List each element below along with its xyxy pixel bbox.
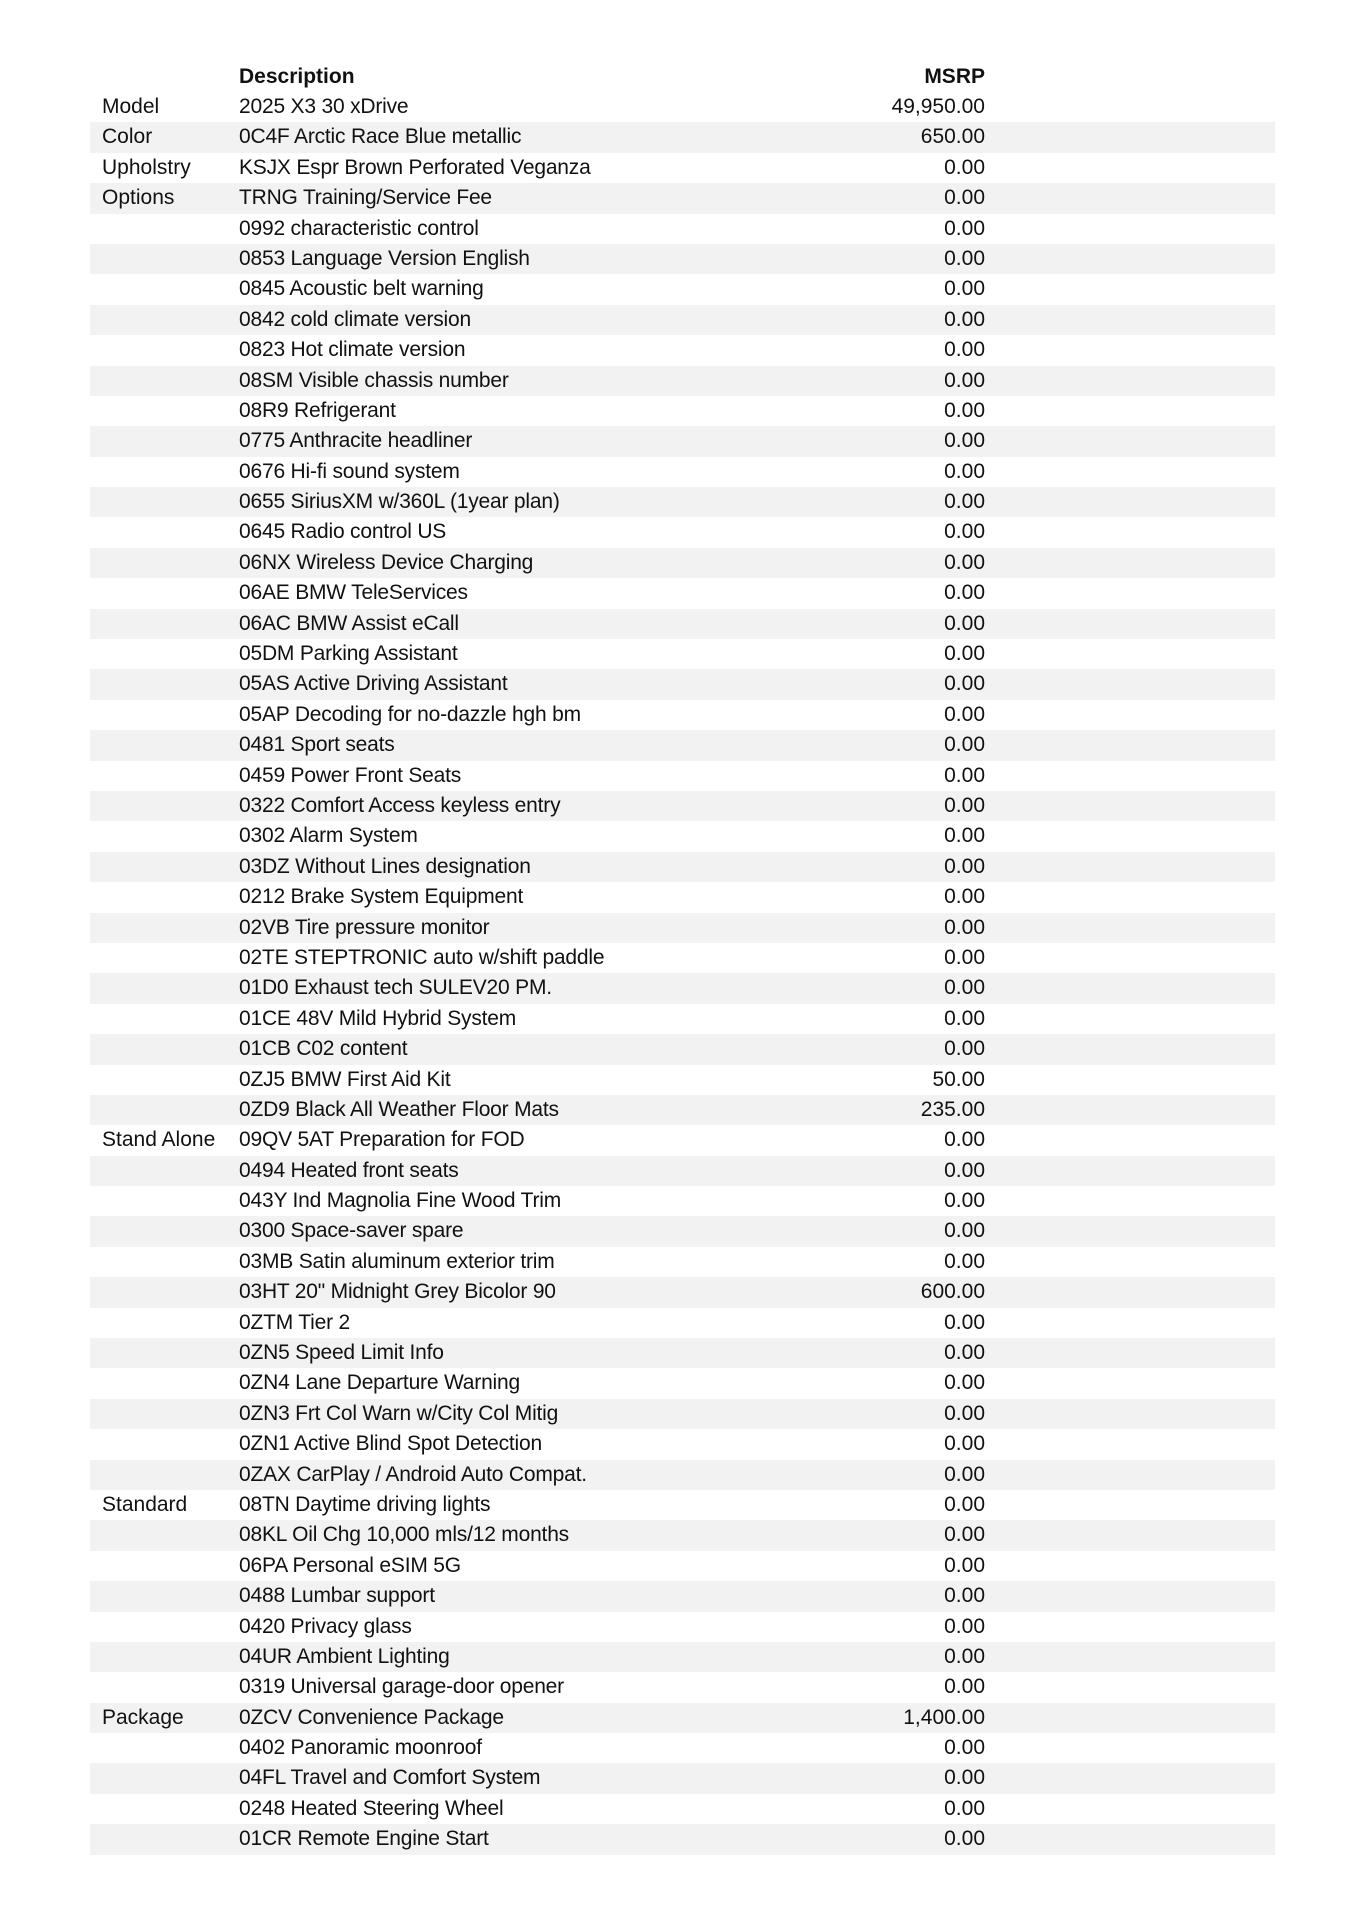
- row-description: 0488 Lumbar support: [239, 1584, 435, 1608]
- row-description: 0322 Comfort Access keyless entry: [239, 793, 561, 817]
- table-row: [90, 1065, 1275, 1095]
- row-description: 01CB C02 content: [239, 1037, 408, 1061]
- row-description: 043Y Ind Magnolia Fine Wood Trim: [239, 1189, 562, 1213]
- price-sheet: [90, 62, 1275, 1855]
- row-msrp: 0.00: [944, 611, 985, 635]
- table-row: [90, 1763, 1275, 1793]
- row-description: 0248 Heated Steering Wheel: [239, 1796, 504, 1820]
- table-row: [90, 1581, 1275, 1611]
- row-description: 0494 Heated front seats: [239, 1158, 459, 1182]
- table-row: [90, 943, 1275, 973]
- row-msrp: 0.00: [944, 520, 985, 544]
- row-category: Model: [102, 95, 160, 118]
- row-msrp: 0.00: [944, 429, 985, 453]
- row-category: Upholstry: [102, 155, 191, 179]
- row-msrp: 0.00: [944, 550, 985, 574]
- table-row: [90, 1186, 1275, 1216]
- row-msrp: 0.00: [944, 1310, 985, 1334]
- row-msrp: 0.00: [944, 976, 985, 1000]
- row-description: 0842 cold climate version: [239, 307, 471, 331]
- row-msrp: 0.00: [944, 1462, 985, 1486]
- row-msrp: 0.00: [944, 459, 985, 483]
- row-category: Stand Alone: [102, 1128, 216, 1152]
- row-msrp: 0.00: [944, 186, 985, 210]
- row-msrp: 0.00: [944, 885, 985, 909]
- row-description: 01CR Remote Engine Start: [239, 1827, 489, 1851]
- table-row: [90, 639, 1275, 669]
- row-description: 0ZCV Convenience Package: [239, 1705, 504, 1729]
- table-row: [90, 183, 1275, 213]
- row-description: 03DZ Without Lines designation: [239, 854, 531, 878]
- row-description: 08SM Visible chassis number: [239, 368, 509, 392]
- table-row: [90, 214, 1275, 244]
- table-row: [90, 1612, 1275, 1642]
- row-description: 01D0 Exhaust tech SULEV20 PM.: [239, 976, 552, 1000]
- row-msrp: 0.00: [944, 1341, 985, 1365]
- row-description: 0459 Power Front Seats: [239, 763, 462, 787]
- table-row: [90, 1156, 1275, 1186]
- row-description: 03HT 20" Midnight Grey Bicolor 90: [239, 1280, 556, 1304]
- table-row: [90, 1460, 1275, 1490]
- table-row: [90, 761, 1275, 791]
- row-msrp: 0.00: [944, 338, 985, 362]
- row-description: 0676 Hi-fi sound system: [239, 459, 460, 483]
- table-row: [90, 335, 1275, 365]
- row-description: 09QV 5AT Preparation for FOD: [239, 1128, 525, 1152]
- table-row: [90, 1125, 1275, 1155]
- row-msrp: 0.00: [944, 1006, 985, 1030]
- row-description: 0655 SiriusXM w/360L (1year plan): [239, 490, 560, 514]
- row-msrp: 0.00: [944, 915, 985, 939]
- row-description: 0ZD9 Black All Weather Floor Mats: [239, 1097, 559, 1121]
- row-msrp: 600.00: [920, 1280, 985, 1304]
- table-row: [90, 1824, 1275, 1854]
- row-msrp: 0.00: [944, 1614, 985, 1638]
- table-row: [90, 821, 1275, 851]
- row-msrp: 0.00: [944, 1249, 985, 1273]
- row-description: 08KL Oil Chg 10,000 mls/12 months: [239, 1523, 569, 1547]
- table-row: [90, 852, 1275, 882]
- row-msrp: 0.00: [944, 824, 985, 848]
- msrp-column-header: MSRP: [924, 65, 985, 88]
- row-description: 05AP Decoding for no-dazzle hgh bm: [239, 702, 581, 726]
- row-description: 0ZTM Tier 2: [239, 1310, 350, 1334]
- row-description: 08R9 Refrigerant: [239, 398, 396, 422]
- row-msrp: 0.00: [944, 1584, 985, 1608]
- row-description: 06PA Personal eSIM 5G: [239, 1553, 461, 1577]
- row-msrp: 0.00: [944, 1553, 985, 1577]
- table-row: [90, 244, 1275, 274]
- row-msrp: 0.00: [944, 1523, 985, 1547]
- table-row: [90, 517, 1275, 547]
- table-row: [90, 122, 1275, 152]
- row-description: 0823 Hot climate version: [239, 338, 466, 362]
- table-row: [90, 426, 1275, 456]
- table-row: [90, 1368, 1275, 1398]
- row-description: 06AE BMW TeleServices: [239, 581, 468, 605]
- table-row: [90, 1095, 1275, 1125]
- table-row: [90, 1490, 1275, 1520]
- row-msrp: 0.00: [944, 490, 985, 514]
- row-description: 04UR Ambient Lighting: [239, 1644, 450, 1668]
- description-column-header: Description: [239, 65, 355, 88]
- table-row: [90, 153, 1275, 183]
- row-msrp: 1,400.00: [903, 1705, 985, 1729]
- row-category: Package: [102, 1705, 184, 1729]
- row-msrp: 0.00: [944, 368, 985, 392]
- row-description: 0ZN5 Speed Limit Info: [239, 1341, 444, 1365]
- row-msrp: 0.00: [944, 1736, 985, 1760]
- row-msrp: 0.00: [944, 1158, 985, 1182]
- table-row: [90, 791, 1275, 821]
- row-msrp: 235.00: [920, 1097, 985, 1121]
- table-row: [90, 578, 1275, 608]
- row-description: 0853 Language Version English: [239, 246, 530, 270]
- table-row: [90, 1429, 1275, 1459]
- row-msrp: 0.00: [944, 277, 985, 301]
- table-body: [90, 92, 1275, 1855]
- table-row: [90, 973, 1275, 1003]
- row-msrp: 0.00: [944, 854, 985, 878]
- row-msrp: 0.00: [944, 1371, 985, 1395]
- row-msrp: 0.00: [944, 672, 985, 696]
- table-row: [90, 913, 1275, 943]
- table-row: [90, 1308, 1275, 1338]
- table-row: [90, 1672, 1275, 1702]
- row-msrp: 0.00: [944, 216, 985, 240]
- row-description: 06NX Wireless Device Charging: [239, 550, 534, 574]
- table-row: [90, 548, 1275, 578]
- row-description: 0ZN3 Frt Col Warn w/City Col Mitig: [239, 1401, 559, 1425]
- table-row: [90, 457, 1275, 487]
- row-description: 0C4F Arctic Race Blue metallic: [239, 125, 522, 149]
- row-msrp: 0.00: [944, 1644, 985, 1668]
- row-msrp: 0.00: [944, 1219, 985, 1243]
- row-msrp: 0.00: [944, 1432, 985, 1456]
- table-row: [90, 882, 1275, 912]
- table-row: [90, 1399, 1275, 1429]
- row-description: 04FL Travel and Comfort System: [239, 1766, 541, 1790]
- row-msrp: 0.00: [944, 398, 985, 422]
- row-description: 0402 Panoramic moonroof: [239, 1736, 482, 1760]
- row-category: Options: [102, 186, 175, 210]
- row-description: 06AC BMW Assist eCall: [239, 611, 459, 635]
- row-description: 05AS Active Driving Assistant: [239, 672, 508, 696]
- row-description: 0775 Anthracite headliner: [239, 429, 473, 453]
- row-description: 0ZN1 Active Blind Spot Detection: [239, 1432, 542, 1456]
- table-row: [90, 669, 1275, 699]
- table-row: [90, 487, 1275, 517]
- row-description: 0300 Space-saver spare: [239, 1219, 464, 1243]
- table-row: [90, 274, 1275, 304]
- row-msrp: 0.00: [944, 246, 985, 270]
- row-msrp: 49,950.00: [891, 95, 985, 118]
- table-row: [90, 366, 1275, 396]
- row-msrp: 0.00: [944, 1675, 985, 1699]
- row-description: 02TE STEPTRONIC auto w/shift paddle: [239, 945, 605, 969]
- row-category: Standard: [102, 1492, 188, 1516]
- row-description: 08TN Daytime driving lights: [239, 1492, 491, 1516]
- row-msrp: 0.00: [944, 702, 985, 726]
- row-msrp: 0.00: [944, 1401, 985, 1425]
- row-msrp: 650.00: [920, 125, 985, 149]
- row-msrp: 0.00: [944, 1128, 985, 1152]
- row-category: Color: [102, 125, 153, 149]
- row-description: 0845 Acoustic belt warning: [239, 277, 484, 301]
- table-row: [90, 1216, 1275, 1246]
- row-description: 0420 Privacy glass: [239, 1614, 412, 1638]
- table-row: [90, 1642, 1275, 1672]
- table-row: [90, 1247, 1275, 1277]
- row-msrp: 0.00: [944, 1766, 985, 1790]
- table-row: [90, 1338, 1275, 1368]
- table-row: [90, 609, 1275, 639]
- table-row: [90, 1034, 1275, 1064]
- row-msrp: 0.00: [944, 1037, 985, 1061]
- table-row: [90, 1703, 1275, 1733]
- row-description: 0ZAX CarPlay / Android Auto Compat.: [239, 1462, 587, 1486]
- table-row: [90, 700, 1275, 730]
- row-msrp: 0.00: [944, 1189, 985, 1213]
- row-description: 0212 Brake System Equipment: [239, 885, 524, 909]
- table-row: [90, 1733, 1275, 1763]
- row-msrp: 0.00: [944, 1827, 985, 1851]
- table-row: [90, 1794, 1275, 1824]
- row-msrp: 0.00: [944, 945, 985, 969]
- table-row: [90, 1551, 1275, 1581]
- row-description: TRNG Training/Service Fee: [239, 186, 492, 210]
- table-header: [90, 62, 1275, 92]
- row-msrp: 0.00: [944, 733, 985, 757]
- row-description: 2025 X3 30 xDrive: [239, 95, 409, 118]
- row-description: 03MB Satin aluminum exterior trim: [239, 1249, 555, 1273]
- table-row: [90, 1277, 1275, 1307]
- table-row: [90, 305, 1275, 335]
- row-msrp: 0.00: [944, 642, 985, 666]
- row-msrp: 0.00: [944, 1492, 985, 1516]
- row-description: 0302 Alarm System: [239, 824, 418, 848]
- table-row: [90, 730, 1275, 760]
- row-description: 0481 Sport seats: [239, 733, 395, 757]
- row-msrp: 0.00: [944, 763, 985, 787]
- row-description: 0ZN4 Lane Departure Warning: [239, 1371, 520, 1395]
- row-description: 01CE 48V Mild Hybrid System: [239, 1006, 517, 1030]
- row-msrp: 0.00: [944, 581, 985, 605]
- row-description: 02VB Tire pressure monitor: [239, 915, 490, 939]
- row-msrp: 0.00: [944, 155, 985, 179]
- row-msrp: 0.00: [944, 1796, 985, 1820]
- row-description: 0ZJ5 BMW First Aid Kit: [239, 1067, 451, 1091]
- row-msrp: 0.00: [944, 307, 985, 331]
- row-description: KSJX Espr Brown Perforated Veganza: [239, 155, 591, 179]
- row-description: 05DM Parking Assistant: [239, 642, 458, 666]
- row-description: 0319 Universal garage-door opener: [239, 1675, 564, 1699]
- row-description: 0645 Radio control US: [239, 520, 447, 544]
- table-row: [90, 1520, 1275, 1550]
- row-description: 0992 characteristic control: [239, 216, 479, 240]
- table-row: [90, 396, 1275, 426]
- table-row: [90, 92, 1275, 122]
- row-msrp: 50.00: [932, 1067, 985, 1091]
- table-row: [90, 1004, 1275, 1034]
- row-msrp: 0.00: [944, 793, 985, 817]
